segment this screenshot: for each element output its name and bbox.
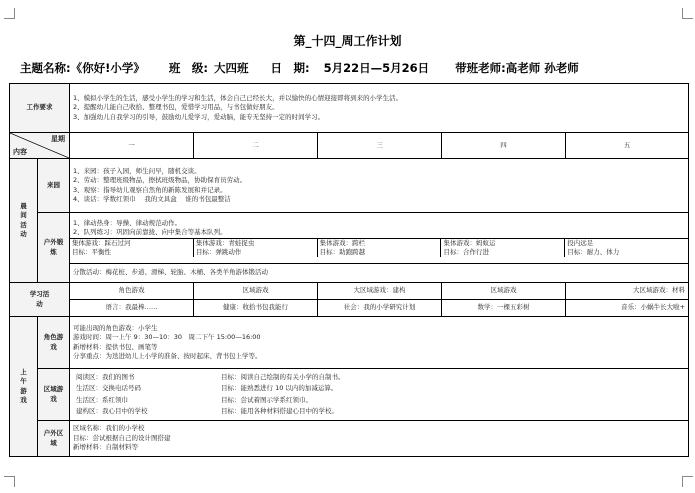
- role-game-label: [38, 317, 70, 369]
- morning-activity-label: [10, 159, 38, 283]
- week-label: 星期: [51, 135, 65, 143]
- study-row1-thu: 区域游戏: [442, 283, 566, 300]
- day-header-fri: 五: [566, 133, 689, 159]
- day-header-tue: 二: [194, 133, 318, 159]
- area-goal: 目标：能熟悉进行 10 以内的加减运算。: [221, 384, 338, 393]
- laiyuan-item: 1、来园：孩子入园，师生问早，随机交谈。: [73, 166, 201, 175]
- date-label: 日 期:: [270, 61, 310, 75]
- area-name: 生活区：交换电话号码: [76, 384, 141, 393]
- outdoor-area-line: 区域名称：我们的小学校: [73, 424, 145, 433]
- role-line: 可能出现的角色游戏：小学生: [73, 323, 158, 332]
- outdoor-game-tue: [193, 239, 317, 258]
- study-row2-mon: 语言：我最棒……: [70, 300, 194, 317]
- class-value: 大四班: [213, 61, 249, 75]
- outdoor-exercise-label: [38, 213, 70, 283]
- day-header-wed: 三: [318, 133, 442, 159]
- area-name: 阅读区：我们的图书: [76, 372, 135, 381]
- laiyuan-item: 3、观察：指导幼儿观察自然角的新陈发展和并记录。: [73, 185, 227, 194]
- area-goal: 目标：阅读自己绘制的有关小学的自制书。: [221, 372, 345, 381]
- study-row1-fri: 大区域游戏：材料: [566, 283, 689, 300]
- outdoor-item: 2、队列练习：巩固向前靠拢、向中集合等基本队列。: [73, 228, 227, 237]
- study-row2-thu: 数学：一棵五彩树: [442, 300, 566, 317]
- outdoor-item: 1、律动热身：导操、律动规范动作。: [73, 218, 182, 227]
- outdoor-area-line: 目标：尝试根据自己的设计图搭建: [73, 433, 171, 442]
- study-row1-wed: 大区域游戏：建构: [318, 283, 442, 300]
- outdoor-exercise-content: [70, 213, 689, 264]
- work-req-item: 1、模拟小学生的生活，感受小学生的学习和生活，体会自己已经长大，并以愉快的心情迎接即将到来的小学生活。: [73, 93, 403, 102]
- role-line: 游戏时间：周一上午 9：30—10：30 周二下午 15:00—16:00: [73, 333, 261, 342]
- game-name: 集体游戏：蚂蚁运: [443, 238, 496, 247]
- area-name: 生活区：系红领巾: [76, 395, 128, 404]
- laiyuan-item: 2、劳动：整理班级物品，擦拭班级物品，协助保育员劳动。: [73, 176, 247, 185]
- outdoor-game-mon: [70, 239, 193, 258]
- area-goal: 目标：能用各种材料搭建心目中的学校。: [221, 406, 338, 415]
- morning-label-text: 晨间活动: [20, 201, 27, 238]
- plan-table: [9, 83, 689, 457]
- forenoon-label-text: 上午游戏: [20, 367, 27, 404]
- content-label: 内容: [13, 147, 27, 156]
- outdoor-area-content: [70, 421, 689, 457]
- work-req-label: 工作要求: [10, 84, 70, 133]
- corner-mark-bottom-left: [4, 476, 15, 487]
- corner-mark-bottom-right: [682, 476, 693, 487]
- study-row2-tue: 健康：收拾书包我能行: [194, 300, 318, 317]
- work-req-item: 3、加强幼儿自我学习的引导，鼓励幼儿爱学习，爱动脑，能专无坚持一定的时间学习。: [73, 112, 325, 121]
- game-name: 集体游戏：踩石过河: [72, 238, 131, 247]
- study-row2-wed: 社会：我的小学研究计划: [318, 300, 442, 317]
- outdoor-game-fri: [564, 239, 688, 258]
- class-label: 班 级:: [168, 61, 208, 75]
- game-name: 集体游戏：青蛙捉虫: [195, 238, 255, 247]
- outdoor-game-thu: [440, 239, 564, 258]
- day-header-mon: 一: [70, 133, 194, 159]
- study-row1-mon: 角色游戏: [70, 283, 194, 300]
- laiyuan-label: 来园: [38, 159, 70, 213]
- role-line: 新增材料：提供书包、画笔等: [73, 342, 158, 351]
- page-title: 第_十四_周工作计划: [293, 34, 402, 48]
- role-line: 分享重点：为迭进幼儿上小学的准备、按时起床、背书包上学等。: [73, 351, 262, 360]
- outdoor-area-line: 新增材料：自制材料等: [73, 443, 138, 452]
- game-goal: 目标：合作行进: [443, 247, 489, 256]
- study-row1-tue: 区域游戏: [194, 283, 318, 300]
- subject-line: [20, 60, 680, 76]
- study-activity-label: [10, 283, 70, 317]
- game-name: 投内远足: [567, 238, 594, 247]
- work-req-item: 2、提醒幼儿能自己收拾、整理书包，爱惜学习用品，与书包做好朋友。: [73, 103, 279, 112]
- area-game-label-text: 区域游戏: [43, 385, 64, 403]
- area-goal: 目标：尝试着图示学系红领巾。: [221, 395, 312, 404]
- study-row2-fri: 音乐：小蜗牛长大啦+: [566, 300, 689, 317]
- teacher-label: 带班老师:: [455, 61, 506, 75]
- teacher-value: 高老师 孙老师: [505, 61, 579, 75]
- game-goal: 目标：平衡性: [72, 247, 111, 256]
- game-goal: 目标：助跑跨越: [319, 247, 366, 256]
- work-req-content: [70, 84, 689, 133]
- study-label-text: 学习活动: [29, 290, 50, 308]
- day-header-thu: 四: [442, 133, 566, 159]
- outdoor-game-wed: [317, 239, 441, 258]
- area-game-content: [70, 369, 689, 421]
- area-name: 建构区：我心目中的学校: [76, 406, 148, 415]
- sub-activity: 分散活动：梅花桩、步道、滑梯、轮胎、木桶、各类羊角游体锻活动: [70, 264, 689, 283]
- game-name: 集体游戏：跨栏: [319, 238, 366, 247]
- laiyuan-content: [70, 159, 689, 213]
- corner-mark-top-right: [682, 8, 693, 19]
- corner-mark-top-left: [4, 8, 15, 19]
- outdoor-exercise-label-text: 户外锻炼: [43, 238, 64, 256]
- week-content-header: [10, 133, 70, 159]
- role-game-content: [70, 317, 689, 369]
- outdoor-area-label-text: 户外区域: [43, 429, 64, 447]
- laiyuan-item: 4、谈话：学数红领巾 我的文具盒 谁的书包最整洁: [73, 194, 231, 203]
- date-value: 5月22日—5月26日: [323, 61, 430, 75]
- theme-value: 《你好!小学》: [70, 61, 145, 75]
- forenoon-game-label: [10, 317, 38, 457]
- theme-label: 主题名称:: [20, 61, 71, 75]
- role-game-label-text: 角色游戏: [43, 333, 64, 351]
- game-goal: 目标：弹跳动作: [195, 247, 242, 256]
- game-goal: 目标：耐力、体力: [567, 247, 620, 256]
- area-game-label: [38, 369, 70, 421]
- outdoor-area-label: [38, 421, 70, 457]
